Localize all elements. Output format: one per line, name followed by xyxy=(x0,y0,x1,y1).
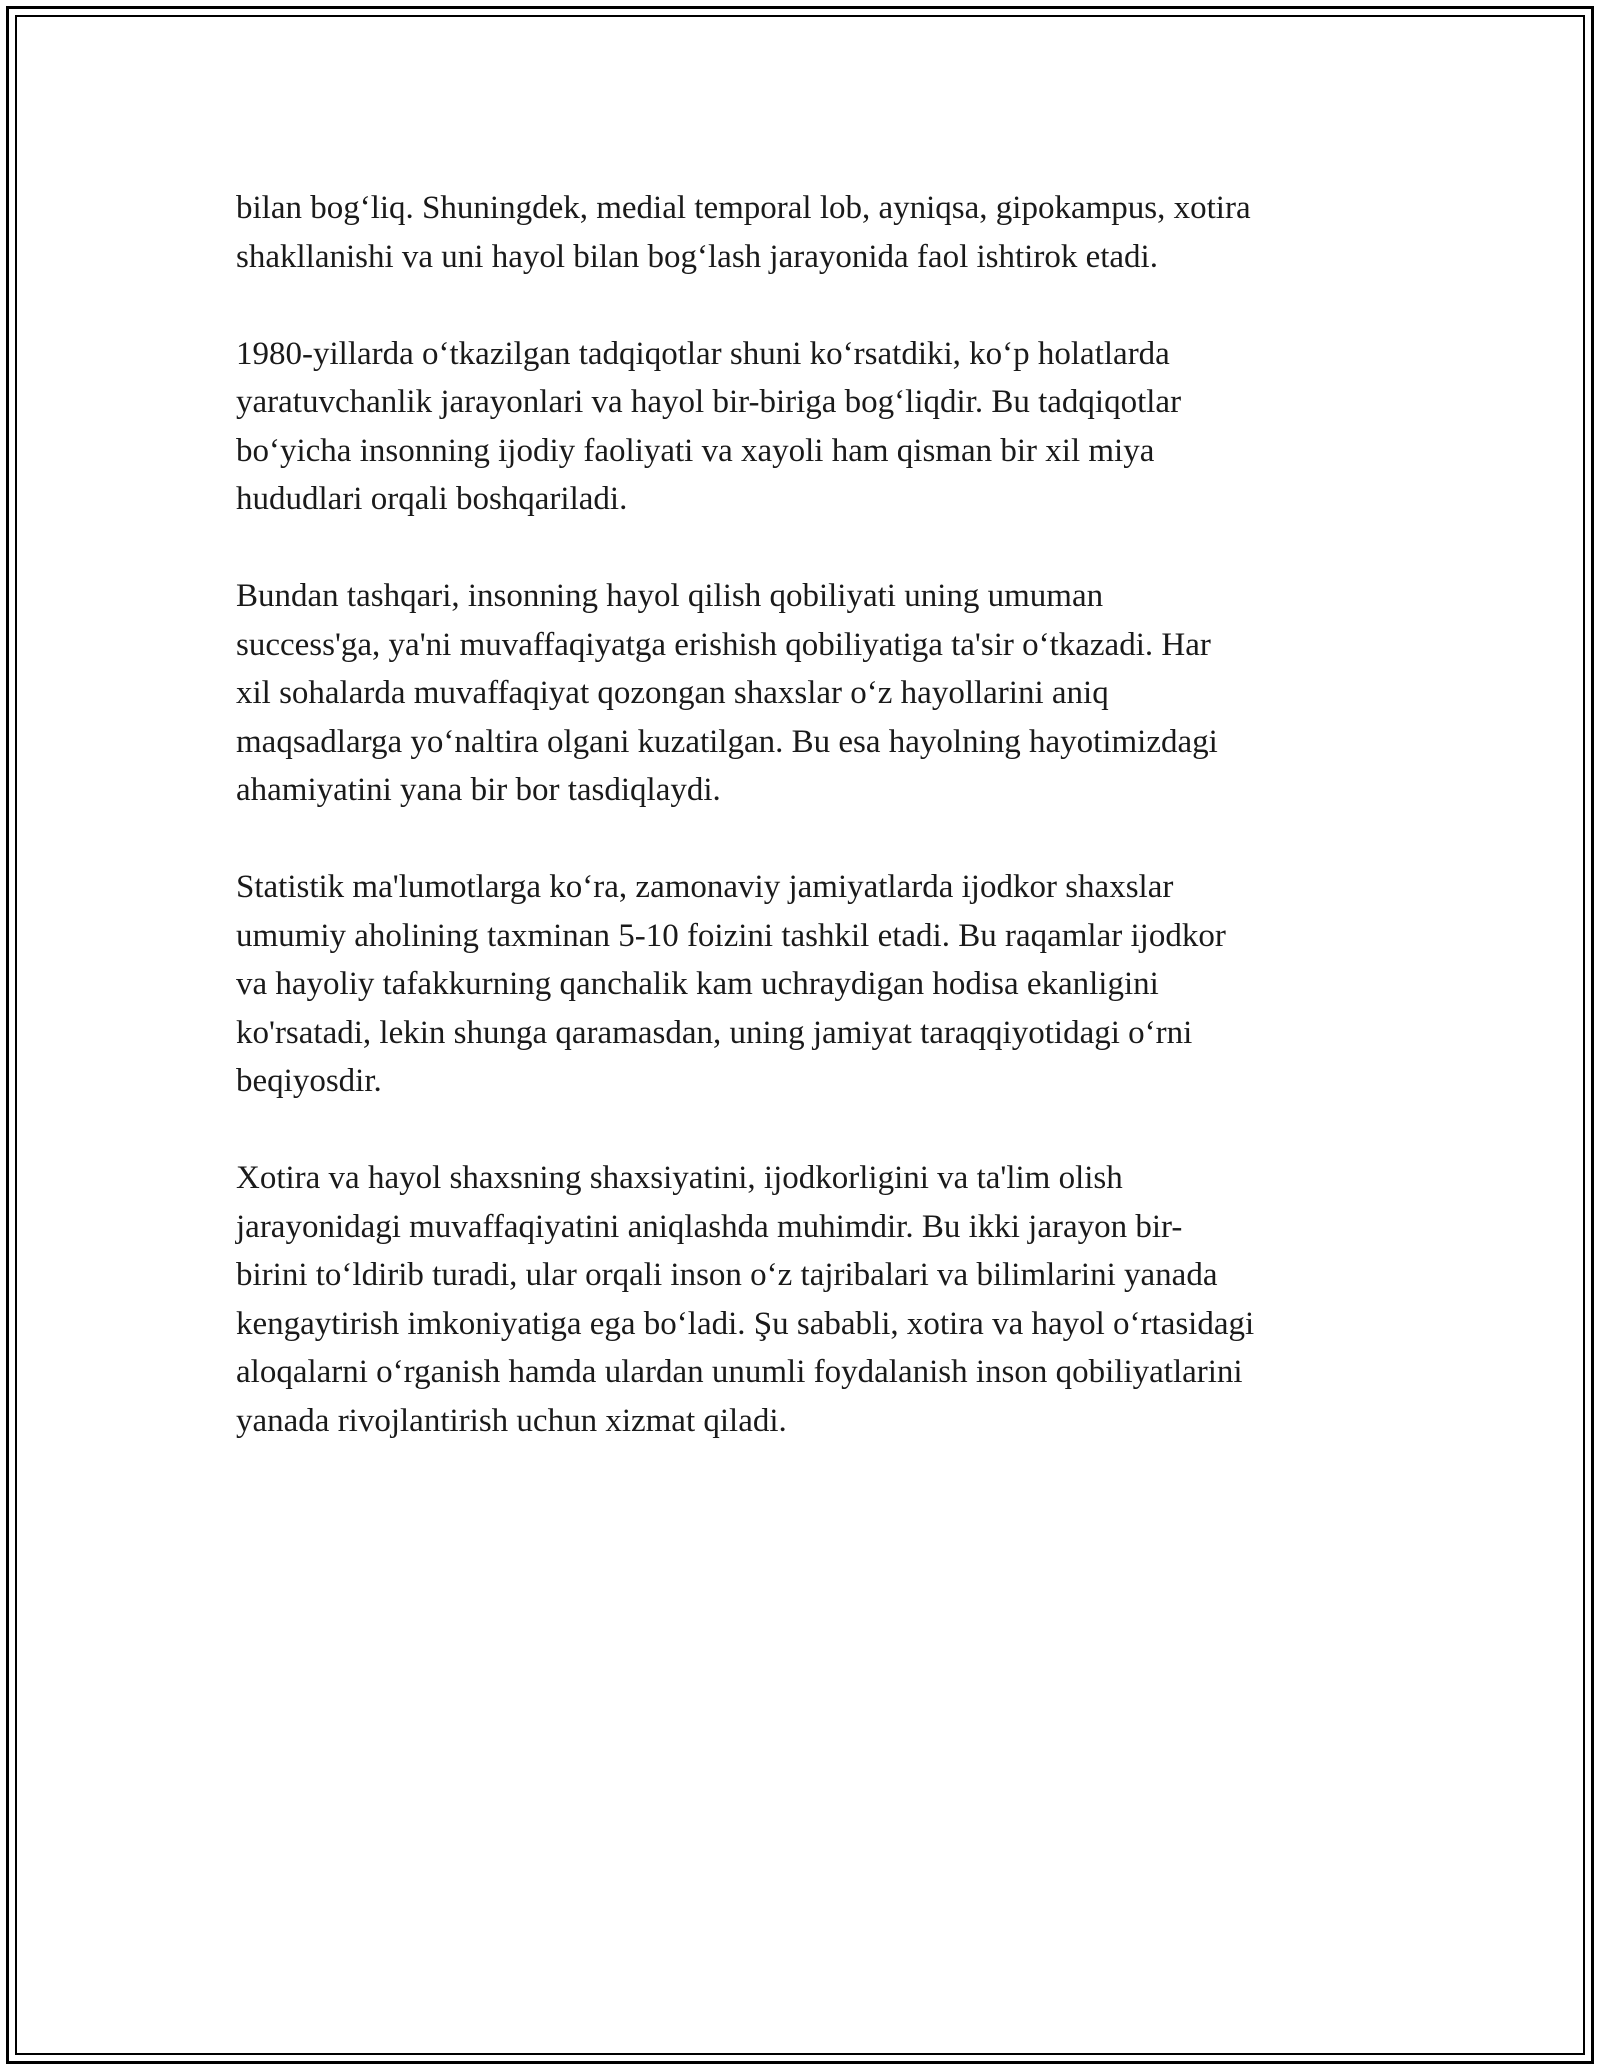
paragraph-2 xyxy=(236,330,1370,524)
text-line: yaratuvchanlik jarayonlari va hayol bir-biriga bog‘liqdir. Bu tadqiqotlar xyxy=(236,384,1182,420)
text-line: Xotira va hayol shaxsning shaxsiyatini, ijodkorligini va ta'lim olish xyxy=(236,1160,1123,1196)
text-line: success'ga, ya'ni muvaffaqiyatga erishish qobiliyatiga ta'sir o‘tkazadi. Har xyxy=(236,626,1211,663)
text-line: maqsadlarga yo‘naltira olgani kuzatilgan. Bu esa hayolning hayotimizdagi xyxy=(236,723,1218,760)
text-line: aloqalarni o‘rganish hamda ulardan unumli foydalanish inson qobiliyatlarini xyxy=(236,1354,1243,1390)
text-line: bo‘yicha insonning ijodiy faoliyati va xayoli ham qisman bir xil miya xyxy=(236,432,1155,469)
text-line: jarayonidagi muvaffaqiyatini aniqlashda muhimdir. Bu ikki jarayon bir- xyxy=(236,1208,1183,1245)
text-line: ko'rsatadi, lekin shunga qaramasdan, uning jamiyat taraqqiyotidagi o‘rni xyxy=(236,1014,1193,1051)
text-line: birini to‘ldirib turadi, ular orqali inson o‘z tajribalari va bilimlarini yanada xyxy=(236,1257,1218,1293)
paragraph-3 xyxy=(236,572,1370,815)
paragraph-4 xyxy=(236,863,1370,1106)
text-line: va hayoliy tafakkurning qanchalik kam uchraydigan hodisa ekanligini xyxy=(236,966,1159,1002)
text-line: hududlari orqali boshqariladi. xyxy=(236,481,628,517)
text-line: xil sohalarda muvaffaqiyat qozongan shaxslar o‘z hayollarini aniq xyxy=(236,675,1109,711)
text-line: beqiyosdir. xyxy=(236,1063,382,1099)
paragraph-5 xyxy=(236,1154,1370,1445)
document-body xyxy=(236,184,1370,1494)
text-line: shakllanishi va uni hayol bilan bog‘lash jarayonida faol ishtirok etadi. xyxy=(236,238,1158,275)
text-line: umumiy aholining taxminan 5-10 foizini tashkil etadi. Bu raqamlar ijodkor xyxy=(236,917,1226,954)
text-line: Bundan tashqari, insonning hayol qilish qobiliyati uning umuman xyxy=(236,578,1104,614)
paragraph-1 xyxy=(236,184,1370,281)
text-line: bilan bog‘liq. Shuningdek, medial temporal lob, ayniqsa, gipokampus, xotira xyxy=(236,190,1251,226)
text-line: kengaytirish imkoniyatiga ega bo‘ladi. Şu sababli, xotira va hayol o‘rtasidagi xyxy=(236,1305,1255,1342)
text-line: 1980-yillarda o‘tkazilgan tadqiqotlar shuni ko‘rsatdiki, ko‘p holatlarda xyxy=(236,335,1170,372)
text-line: Statistik ma'lumotlarga ko‘ra, zamonaviy jamiyatlarda ijodkor shaxslar xyxy=(236,869,1174,905)
text-line: ahamiyatini yana bir bor tasdiqlaydi. xyxy=(236,772,721,808)
text-line: yanada rivojlantirish uchun xizmat qiladi. xyxy=(236,1402,787,1439)
